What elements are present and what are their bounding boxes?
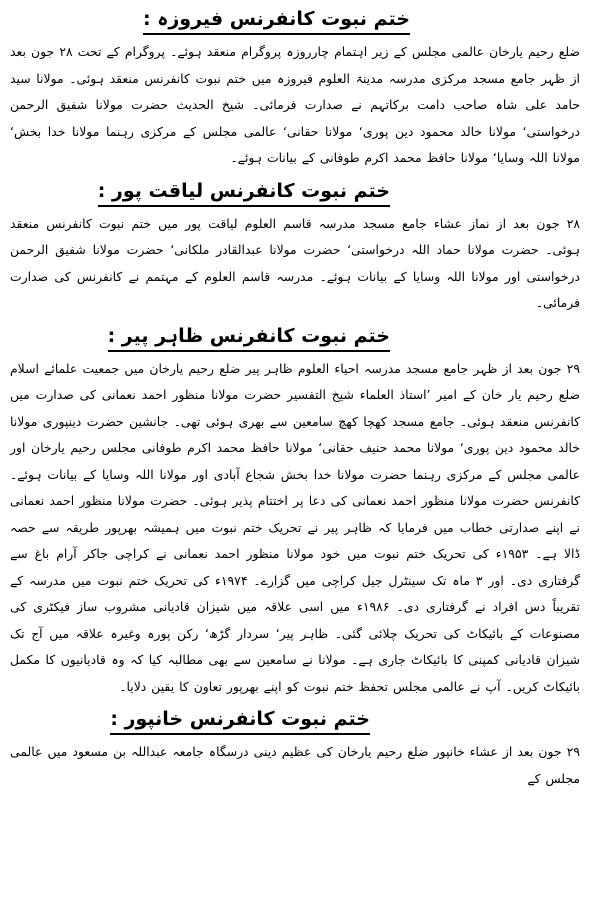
section-paragraph: ضلع رحیم یارخان عالمی مجلس کے زیر اہتمام چارروزہ پروگرام منعقد ہوئے۔ پروگرام کے تحت ۲۸ جون بعد از ظہر جامع مسجد مرکزی مدرسہ مدینۃ العلوم فیروزہ میں ختم نبوت کانفرنس منعقد ہوئی۔ مولانا سید حامد علی شاہ صاحب دامت برکاتہم نے صدارت فرمائی۔ شیخ الحدیث حضرت مولانا شفیق الرحمن درخواستی‘ مولانا خالد محمود دین پوری‘ مولانا حقانی‘ عالمی مجلس کے مرکزی رہنما مولانا خدا بخش‘ مولانا اللہ وسایا‘ مولانا حافظ محمد اکرم طوفانی کے بیانات ہوئے۔: [10, 44, 581, 165]
section-heading: ختم نبوت کانفرنس لیاقت پور :: [98, 178, 390, 207]
section-heading: ختم نبوت کانفرنس خانپور :: [110, 706, 370, 735]
section-paragraph: ۲۹ جون بعد از ظہر جامع مسجد مدرسہ احیاء العلوم ظاہر پیر ضلع رحیم یارخان میں جمعیت علمائے اسلام ضلع رحیم یار خان کے امیر ’استاذ العلماء شیخ التفسیر حضرت مولانا منظور احمد نعمانی کی صدارت میں کانفرنس منعقد ہوئی۔ جامع مسجد کھچا کھچ سامعین سے بھری ہوئی تھی۔ جانشین حضرت دینپوری مولانا خالد محمود دین پوری‘ مولانا محمد حنیف حقانی‘ مولانا حافظ محمد اکرم طوفانی مجلس رحیم یارخان اور عالمی مجلس کے مرکزی رہنما حضرت مولانا خدا بخش شجاع آبادی اور مولانا اللہ وسایا کے بیانات ہوئے۔ کانفرنس حضرت مولانا منظور احمد نعمانی کی دعا پر اختتام پذیر ہوئی۔ حضرت مولانا منظور احمد نعمانی نے اپنے صدارتی خطاب میں فرمایا کہ ظاہر پیر نے تحریک ختم نبوت میں ہمیشہ بھرپور طریقہ سے حصہ ڈالا ہے۔ ۱۹۵۳ء کی تحریک ختم نبوت میں خود مولانا منظور احمد نعمانی نے کراچی جاکر آرام باغ سے گرفتاری دی۔ اور ۳ ماہ تک سینٹرل جیل کراچی میں گزارے۔ ۱۹۷۴ء کی تحریک ختم نبوت میں مدرسہ کے تقریباً دس افراد نے گرفتاری دی۔ ۱۹۸۶ء میں اسی علاقہ میں شیزان قادیانی مشروب ساز فیکٹری کی مصنوعات کے بائیکاٹ کی تحریک چلائی گئی۔ ظاہر پیر‘ سردار گڑھ‘ رکن پورہ وغیرہ علاقہ میں آج تک شیزان قادیانی کمپنی کا بائیکاٹ جاری ہے۔ مولانا نے سامعین سے بھی مطالبہ کیا کہ وہ قادیانیوں کا مکمل بائیکاٹ کریں۔ آپ نے عالمی مجلس تحفظ ختم نبوت کو اپنے بھرپور تعاون کا یقین دلایا۔: [10, 360, 581, 694]
section-paragraph: ۲۸ جون بعد از نماز عشاء جامع مسجد مدرسہ قاسم العلوم لیاقت پور میں ختم نبوت کانفرنس منعقد ہوئی۔ حضرت مولانا حماد اللہ درخواستی‘ حضرت مولانا عبدالقادر ملکانی‘ حضرت مولانا شفیق الرحمن درخواستی اور مولانا اللہ وسایا کے بیانات ہوئے۔ مدرسہ قاسم العلوم کے مہتمم نے کانفرنس کی صدارت فرمائی۔: [10, 215, 580, 310]
section-heading: ختم نبوت کانفرنس فیروزہ :: [143, 6, 410, 35]
section-paragraph: ۲۹ جون بعد از عشاء خانپور ضلع رحیم یارخان کی عظیم دینی درسگاہ جامعہ عبداللہ بن مسعود میں عالمی مجلس کے: [10, 744, 580, 786]
section-zahir-pir: [10, 323, 580, 701]
section-feroza: [10, 6, 580, 172]
section-khanpur: [10, 706, 580, 792]
section-heading: ختم نبوت کانفرنس ظاہر پیر :: [108, 323, 390, 352]
section-liaquatpur: [10, 178, 580, 317]
